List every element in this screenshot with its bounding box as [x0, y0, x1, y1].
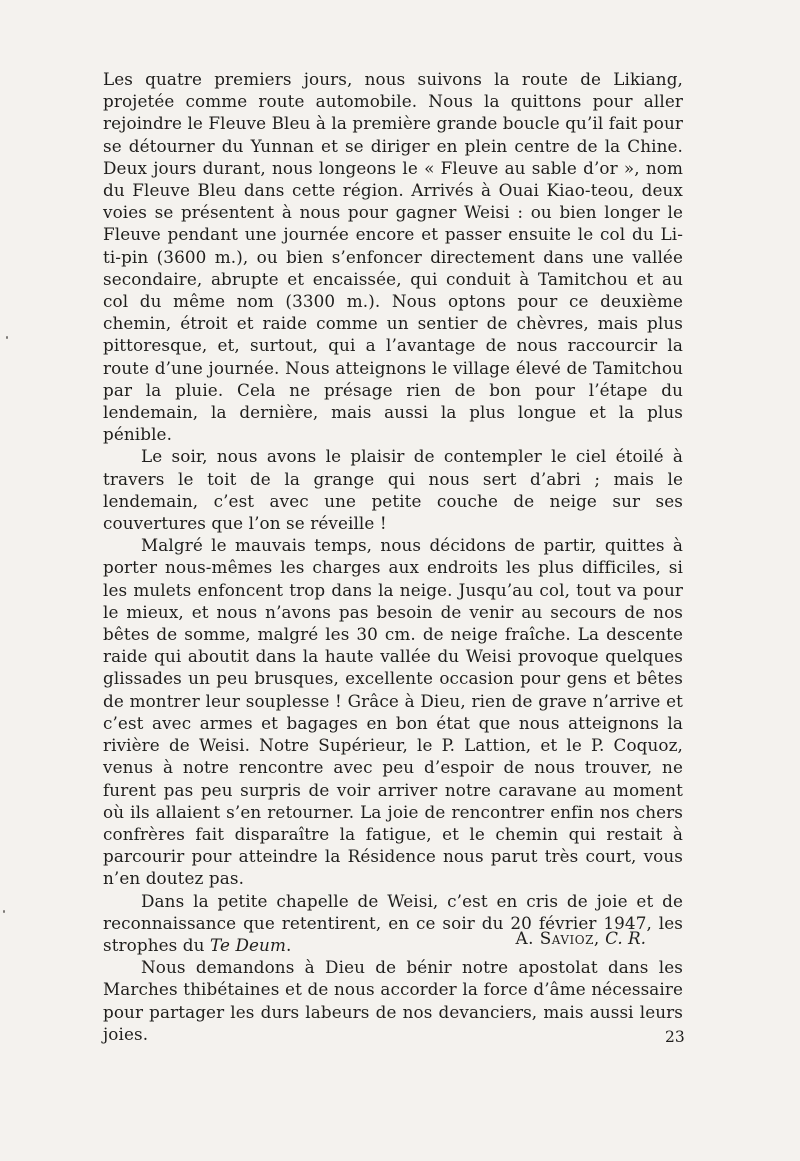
paragraph-5: Nous demandons à Dieu de bénir notre apostolat dans les Marches thibétaines et de nous accorder la force d’âme nécessaire pour partager les durs labeurs de nos devanciers, mais aussi leurs joies.	[103, 957, 683, 1044]
paragraph-2: Le soir, nous avons le plaisir de contempler le ciel étoilé à travers le toit de la grange qui nous sert d’abri ; mais le lendemain, c’est avec une petite couche de neige sur ses couvertures que l’on se réveille !	[103, 446, 683, 534]
author-order: C. R.	[605, 928, 646, 948]
margin-mark	[6, 336, 8, 339]
margin-mark	[3, 910, 5, 913]
paragraph-4-end: .	[285, 934, 292, 955]
paragraph-4-text: Dans la petite chapelle de Weisi, c’est en cris de joie et de reconnaissance que retentirent, en ce soir du 20 février 1947, les strophes du	[103, 890, 683, 955]
paragraph-1: Les quatre premiers jours, nous suivons la route de Likiang, projetée comme route automobile. Nous la quittons pour aller rejoindre le Fleuve Bleu à la première grande boucle qu’il fait pour se détourner du Yunnan et se diriger en plein centre de la Chine. Deux jours durant, nous longeons le « Fleuve au sable d’or », nom du Fleuve Bleu dans cette région. Arrivés à Ouai Kiao-teou, deux voies se présentent à nous pour gagner Weisi : ou bien longer le Fleuve pendant une journée encore et passer ensuite le col du Li-ti-pin (3600 m.), ou bien s’enfoncer directement dans une vallée secondaire, abrupte et encaissée, qui conduit à Tamitchou et au col du même nom (3300 m.). Nous optons pour ce deuxième chemin, étroit et raide comme un sentier de chèvres, mais plus pittoresque, et, surtout, qui a l’avantage de nous raccourcir la route d’une journée. Nous atteignons le village élevé de Tamitchou par la pluie. Cela ne présage rien de bon pour l’étape du lendemain, la dernière, mais aussi la plus longue et la plus pénible.	[103, 69, 683, 445]
te-deum-title: Te Deum	[210, 934, 286, 955]
author-signature	[515, 927, 646, 949]
author-name: A. Savioz,	[515, 928, 600, 948]
article-body	[103, 68, 683, 1045]
paragraph-3: Malgré le mauvais temps, nous décidons de partir, quittes à porter nous-mêmes les charges aux endroits les plus difficiles, si les mulets enfoncent trop dans la neige. Jusqu’au col, tout va pour le mieux, et nous n’avons pas besoin de venir au secours de nos bêtes de somme, malgré les 30 cm. de neige fraîche. La descente raide qui aboutit dans la haute vallée du Weisi provoque quelques glissades un peu brusques, excellente occasion pour gens et bêtes de montrer leur souplesse ! Grâce à Dieu, rien de grave n’arrive et c’est avec armes et bagages en bon état que nous atteignons la rivière de Weisi. Notre Supérieur, le P. Lattion, et le P. Coquoz, venus à notre rencontre avec peu d’espoir de nous trouver, ne furent pas peu surpris de voir arriver notre caravane au moment où ils allaient s’en retourner. La joie de rencontrer enfin nos chers confrères fait disparaître la fatigue, et le chemin qui restait à parcourir pour atteindre la Résidence nous parut très court, vous n’en doutez pas.	[103, 535, 683, 889]
page-number: 23	[665, 1028, 685, 1046]
